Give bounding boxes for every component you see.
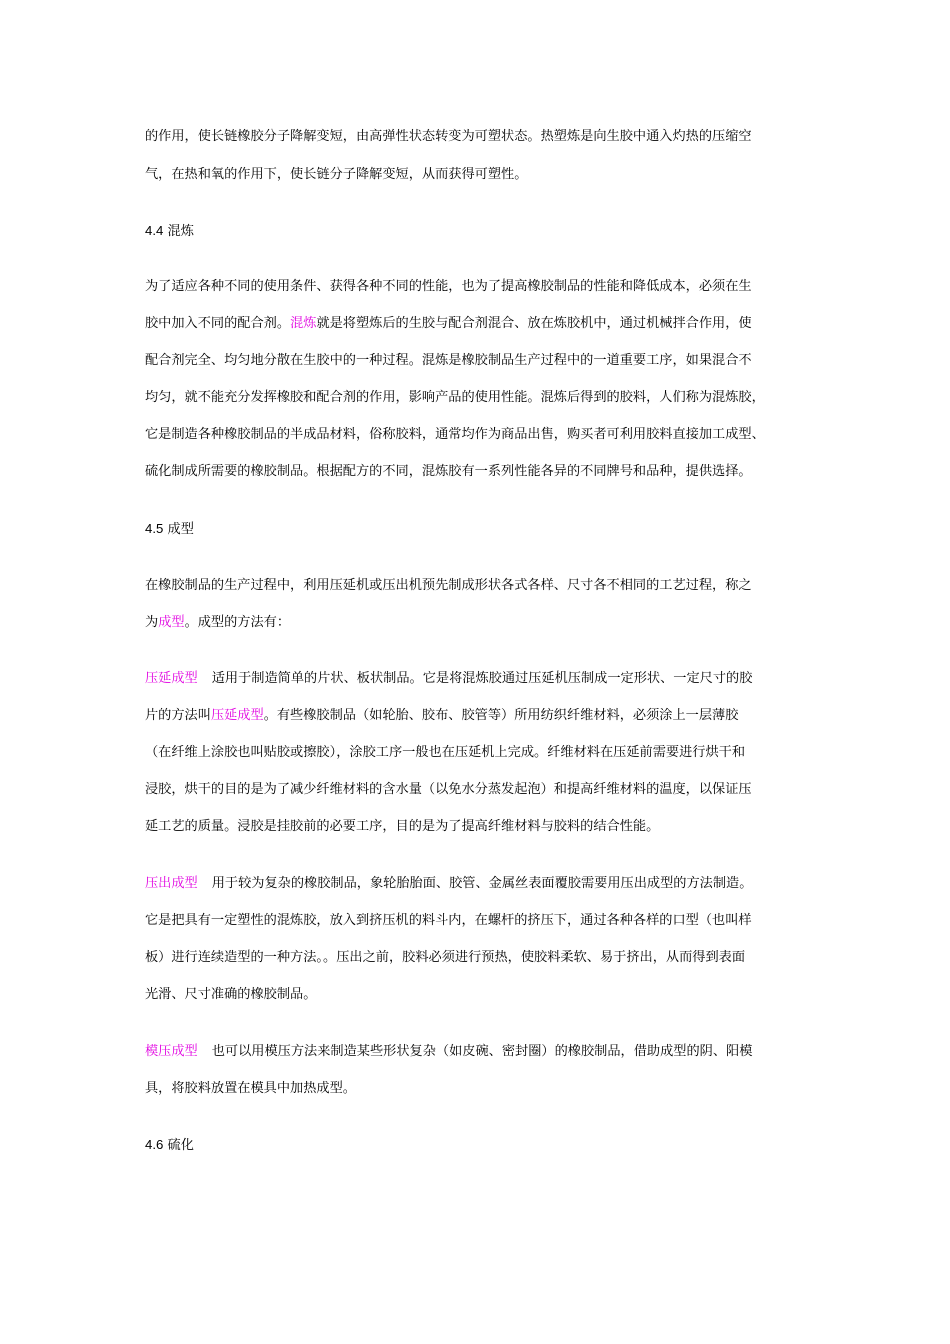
section-number: 4.5: [145, 521, 164, 536]
paragraph-line: 硫化制成所需要的橡胶制品。根据配方的不同，混炼胶有一系列性能各异的不同牌号和品种，提供选择。: [145, 464, 752, 479]
text-span: 为: [145, 615, 159, 630]
text-span: 也可以用模压方法来制造某些形状复杂（如皮碗、密封圈）的橡胶制品，借助成型的阴、阳模: [211, 1044, 753, 1059]
paragraph-line: 的作用，使长链橡胶分子降解变短，由高弹性状态转变为可塑状态。热塑炼是向生胶中通入灼热的压缩空: [145, 129, 752, 144]
highlighted-term: 压出成型: [145, 876, 198, 891]
highlighted-term: 压延成型: [145, 671, 198, 686]
text-span: 。有些橡胶制品（如轮胎、胶布、胶管等）所用纺织纤维材料，必须涂上一层薄胶: [263, 708, 739, 723]
text-span: 适用于制造简单的片状、板状制品。它是将混炼胶通过压延机压制成一定形状、一定尺寸的胶: [211, 671, 753, 686]
text-span: 胶中加入不同的配合剂。: [145, 316, 291, 331]
section-title: 成型: [167, 522, 194, 537]
highlighted-term: 成型: [158, 615, 185, 630]
paragraph-line: 气，在热和氧的作用下，使长链分子降解变短，从而获得可塑性。: [145, 167, 528, 182]
paragraph-line: [145, 1043, 752, 1061]
paragraph-line: 它是制造各种橡胶制品的半成品材料，俗称胶料，通常均作为商品出售，购买者可利用胶料直接加工成型、: [145, 427, 765, 442]
text-span: 用于较为复杂的橡胶制品，象轮胎胎面、胶管、金属丝表面覆胶需要用压出成型的方法制造。: [211, 876, 753, 891]
paragraph-line: 在橡胶制品的生产过程中，利用压延机或压出机预先制成形状各式各样、尺寸各不相同的工艺过程，称之: [145, 578, 752, 593]
text-span: 片的方法叫: [145, 708, 211, 723]
paragraph-line: 它是把具有一定塑性的混炼胶，放入到挤压机的料斗内，在螺杆的挤压下，通过各种各样的口型（也叫样: [145, 913, 752, 928]
text-span: 。成型的方法有：: [184, 615, 291, 630]
paragraph-line: [145, 670, 752, 688]
paragraph-line: 板）进行连续造型的一种方法。。压出之前，胶料必须进行预热，使胶料柔软、易于挤出，从而得到表面: [145, 950, 746, 965]
paragraph-line: 为了适应各种不同的使用条件、获得各种不同的性能，也为了提高橡胶制品的性能和降低成本，必须在生: [145, 279, 752, 294]
section-heading-4-4: [145, 222, 194, 241]
paragraph-line: 延工艺的质量。浸胶是挂胶前的必要工序，目的是为了提高纤维材料与胶料的结合性能。: [145, 819, 660, 834]
paragraph-line: 浸胶，烘干的目的是为了减少纤维材料的含水量（以免水分蒸发起泡）和提高纤维材料的温度，以保证压: [145, 782, 752, 797]
paragraph-line: 配合剂完全、均匀地分散在生胶中的一种过程。混炼是橡胶制品生产过程中的一道重要工序，如果混合不: [145, 353, 752, 368]
highlighted-term: 模压成型: [145, 1044, 198, 1059]
paragraph-line: 均匀，就不能充分发挥橡胶和配合剂的作用，影响产品的使用性能。混炼后得到的胶料，人们称为混炼胶，: [145, 390, 765, 405]
text-span: 就是将塑炼后的生胶与配合剂混合、放在炼胶机中，通过机械拌合作用，使: [316, 316, 752, 331]
paragraph-line: 具，将胶料放置在模具中加热成型。: [145, 1081, 356, 1096]
paragraph-line: [145, 875, 752, 893]
paragraph-line: [145, 707, 738, 725]
paragraph-line: [145, 315, 752, 333]
paragraph-line: [145, 614, 290, 632]
section-title: 混炼: [167, 224, 194, 239]
paragraph-line: （在纤维上涂胶也叫贴胶或擦胶），涂胶工序一般也在压延机上完成。纤维材料在压延前需要进行烘干和: [145, 745, 746, 760]
highlighted-term: 压延成型: [210, 708, 264, 723]
section-number: 4.4: [145, 223, 164, 238]
paragraph-line: 光滑、尺寸准确的橡胶制品。: [145, 987, 317, 1002]
section-number: 4.6: [145, 1137, 164, 1152]
section-title: 硫化: [167, 1138, 194, 1153]
highlighted-term: 混炼: [290, 316, 317, 331]
section-heading-4-6: [145, 1136, 194, 1155]
section-heading-4-5: [145, 520, 194, 539]
